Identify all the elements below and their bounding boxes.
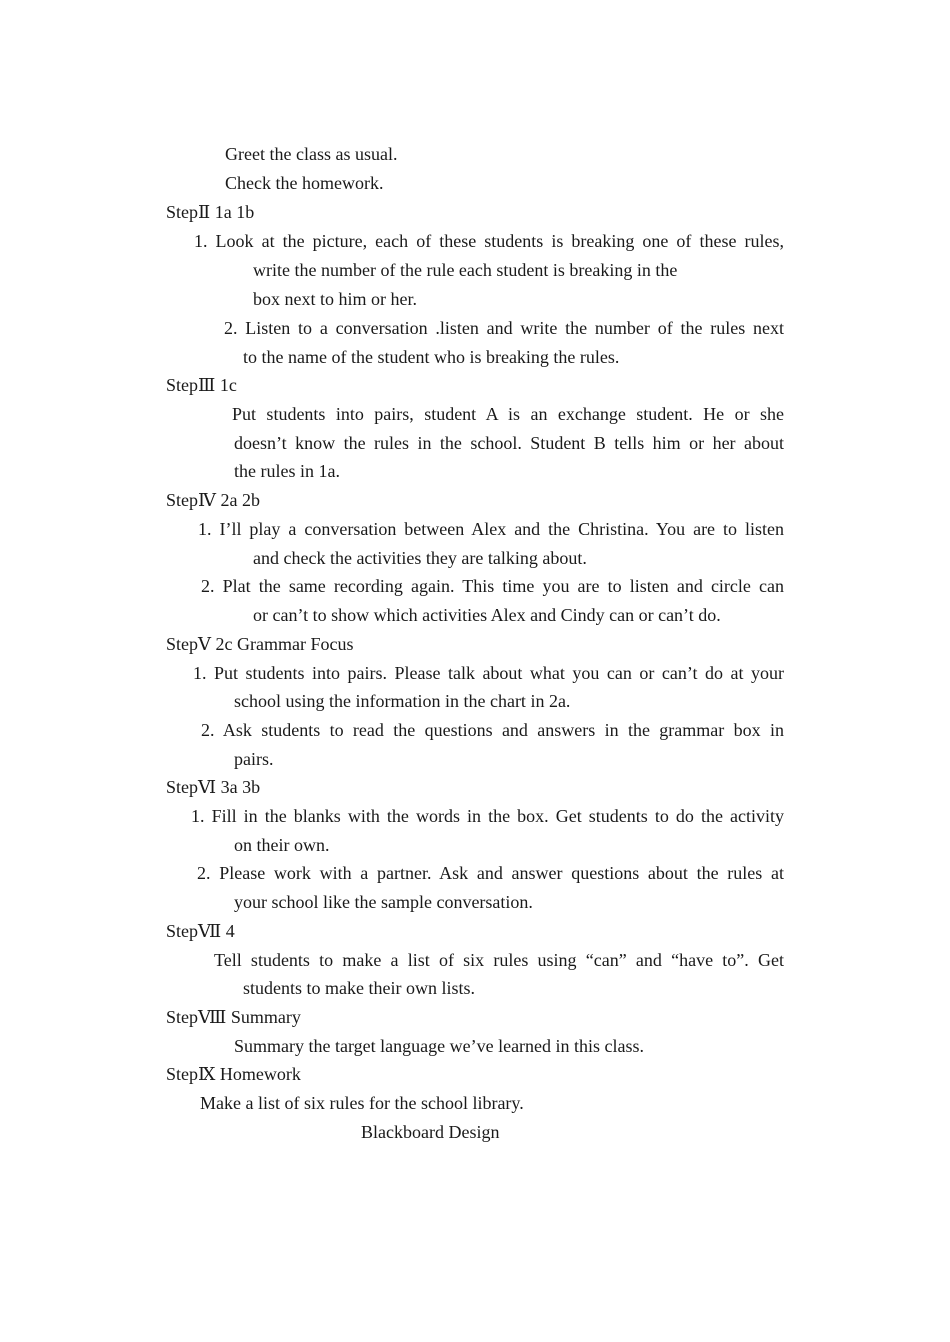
step-4-heading: StepⅣ 2a 2b [166,490,260,510]
step-5-item-1-line-2: school using the information in the chart in 2a. [234,691,571,711]
step-6-item-2-line-2: your school like the sample conversation. [234,892,533,912]
step-2-item-1-line-1: 1. Look at the picture, each of these students is breaking one of these rules, [194,231,784,251]
line-check-homework: Check the homework. [225,173,384,193]
step-6-item-1-line-2: on their own. [234,835,330,855]
step-5-item-1-line-1: 1. Put students into pairs. Please talk about what you can or can’t do at your [193,663,784,683]
step-2-heading: StepⅡ 1a 1b [166,202,255,222]
step-3-para-line-3: the rules in 1a. [234,461,340,481]
step-3-para-line-1: Put students into pairs, student A is an exchange student. He or she [232,404,784,424]
step-2-item-2-line-1: 2. Listen to a conversation .listen and write the number of the rules next [224,318,784,338]
step-3-heading: StepⅢ 1c [166,375,237,395]
step-5-item-2-line-1: 2. Ask students to read the questions and answers in the grammar box in [201,720,784,740]
step-9-para: Make a list of six rules for the school library. [200,1093,524,1113]
step-6-heading: StepⅥ 3a 3b [166,777,261,797]
step-4-item-2-line-2: or can’t to show which activities Alex and Cindy can or can’t do. [253,605,721,625]
step-7-para-line-1: Tell students to make a list of six rules using “can” and “have to”. Get [214,950,784,970]
step-9-heading: StepⅨ Homework [166,1064,301,1084]
step-3-para-line-2: doesn’t know the rules in the school. Student B tells him or her about [234,433,784,453]
step-6-item-2-line-1: 2. Please work with a partner. Ask and answer questions about the rules at [197,863,784,883]
step-7-heading: StepⅦ 4 [166,921,235,941]
step-4-item-2-line-1: 2. Plat the same recording again. This time you are to listen and circle can [201,576,784,596]
step-4-item-1-line-1: 1. I’ll play a conversation between Alex and the Christina. You are to listen [198,519,784,539]
step-5-heading: StepⅤ 2c Grammar Focus [166,634,354,654]
step-6-item-1-line-1: 1. Fill in the blanks with the words in the box. Get students to do the activity [191,806,784,826]
step-2-item-1-line-3: box next to him or her. [253,289,417,309]
blackboard-design-heading: Blackboard Design [361,1122,500,1142]
step-7-para-line-2: students to make their own lists. [243,978,475,998]
step-5-item-2-line-2: pairs. [234,749,274,769]
line-greet: Greet the class as usual. [225,144,398,164]
step-8-heading: StepⅧ Summary [166,1007,301,1027]
step-4-item-1-line-2: and check the activities they are talking about. [253,548,587,568]
step-2-item-2-line-2: to the name of the student who is breaking the rules. [243,347,620,367]
step-8-para: Summary the target language we’ve learned in this class. [234,1036,645,1056]
step-2-item-1-line-2: write the number of the rule each student is breaking in the [253,260,678,280]
